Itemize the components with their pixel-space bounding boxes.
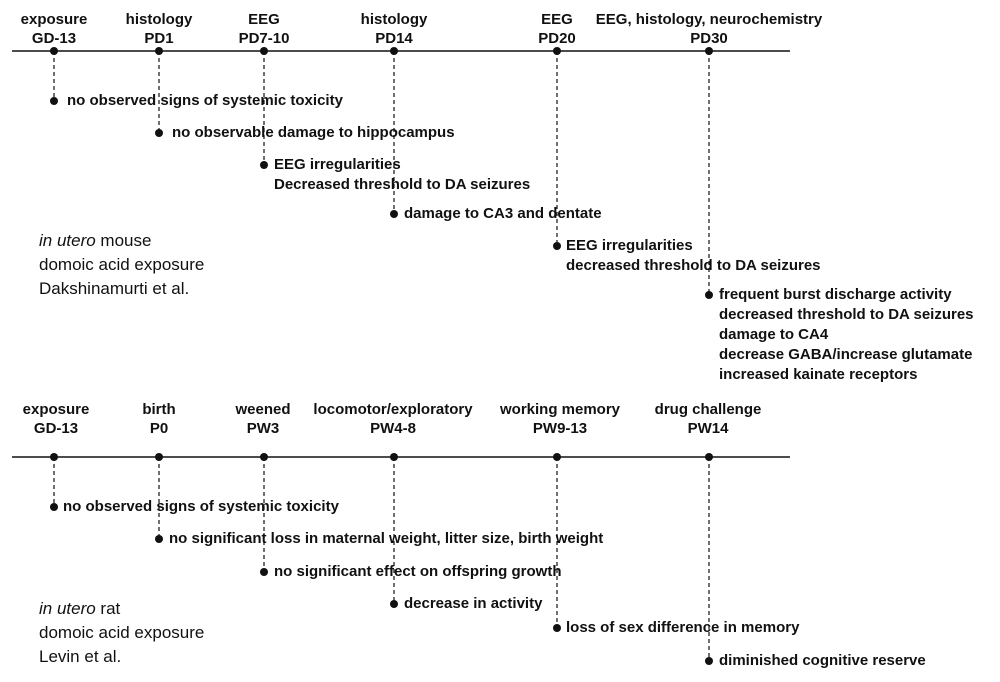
finding-dot xyxy=(390,210,398,218)
event-header-working-memory: working memory PW9-13 xyxy=(499,401,621,437)
axis-event-dot xyxy=(705,47,713,55)
event-header-eeg-pd7-10: EEG PD7-10 xyxy=(238,11,290,47)
finding-dot xyxy=(705,657,713,665)
finding-note: frequent burst discharge activity decreased threshold to DA seizures damage to CA4 decrease GABA/increase glutamate increased kainate receptors xyxy=(719,286,974,383)
event-header-histology-pd1: histology PD1 xyxy=(125,11,193,47)
finding-dot xyxy=(155,129,163,137)
event-header-pd30: EEG, histology, neurochemistry PD30 xyxy=(595,11,823,47)
finding-dot xyxy=(260,568,268,576)
finding-note: no observable damage to hippocampus xyxy=(172,124,455,141)
finding-note: damage to CA3 and dentate xyxy=(404,205,602,222)
finding-note: no observed signs of systemic toxicity xyxy=(63,498,339,515)
event-header-weened: weened PW3 xyxy=(235,401,291,437)
finding-dot xyxy=(705,291,713,299)
finding-dot xyxy=(50,97,58,105)
event-header-exposure: exposure GD-13 xyxy=(22,401,90,437)
axis-event-dot xyxy=(260,453,268,461)
axis-event-dot xyxy=(50,47,58,55)
finding-note: no significant loss in maternal weight, litter size, birth weight xyxy=(169,530,604,547)
event-header-locomotor: locomotor/exploratory PW4-8 xyxy=(313,401,473,437)
event-header-birth: birth P0 xyxy=(142,401,176,437)
axis-event-dot xyxy=(390,47,398,55)
finding-note: no significant effect on offspring growth xyxy=(274,563,562,580)
axis-event-dot xyxy=(155,47,163,55)
finding-dot xyxy=(553,242,561,250)
event-header-eeg-pd20: EEG PD20 xyxy=(538,11,576,47)
finding-note: diminished cognitive reserve xyxy=(719,652,926,669)
axis-event-dot xyxy=(155,453,163,461)
event-header-drug-challenge: drug challenge PW14 xyxy=(654,401,762,437)
axis-event-dot xyxy=(390,453,398,461)
finding-note: decrease in activity xyxy=(404,595,543,612)
axis-event-dot xyxy=(553,453,561,461)
event-header-histology-pd14: histology PD14 xyxy=(360,11,428,47)
finding-dot xyxy=(50,503,58,511)
finding-dot xyxy=(390,600,398,608)
study-caption-mouse: in utero mouse domoic acid exposure Dakshinamurti et al. xyxy=(39,231,205,298)
finding-note: EEG irregularities decreased threshold to DA seizures xyxy=(566,237,821,274)
event-header-exposure: exposure GD-13 xyxy=(20,11,88,47)
finding-note: EEG irregularities Decreased threshold to DA seizures xyxy=(274,156,531,193)
axis-event-dot xyxy=(705,453,713,461)
finding-note: loss of sex difference in memory xyxy=(566,619,800,636)
axis-event-dot xyxy=(50,453,58,461)
finding-dot xyxy=(553,624,561,632)
axis-event-dot xyxy=(260,47,268,55)
finding-dot xyxy=(155,535,163,543)
finding-dot xyxy=(260,161,268,169)
axis-event-dot xyxy=(553,47,561,55)
finding-note: no observed signs of systemic toxicity xyxy=(67,92,343,109)
study-caption-rat: in utero rat domoic acid exposure Levin et al. xyxy=(39,599,205,666)
